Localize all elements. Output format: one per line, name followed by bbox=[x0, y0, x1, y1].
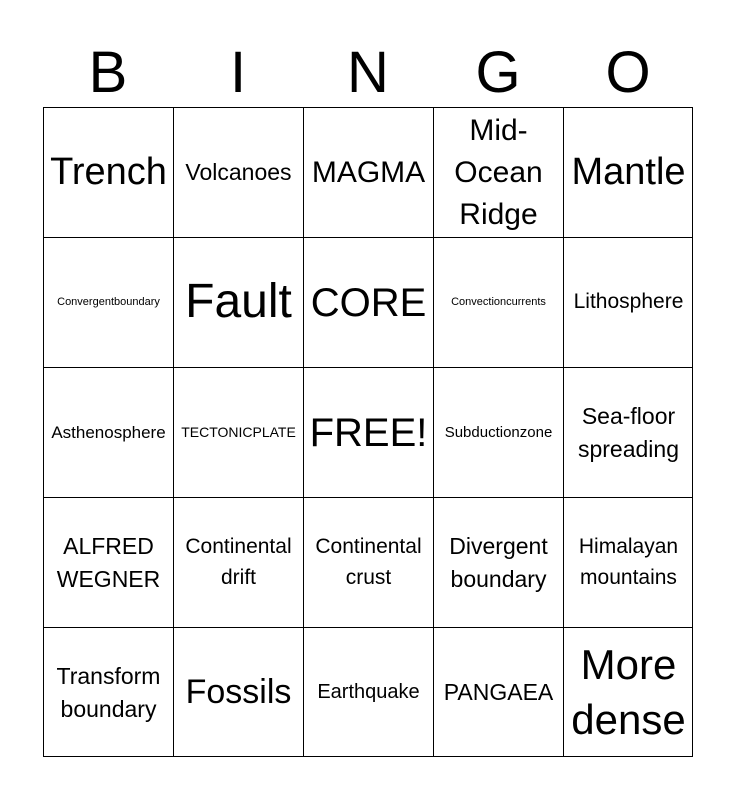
cell-label: CORE bbox=[310, 280, 427, 325]
bingo-cell[interactable] bbox=[303, 627, 433, 757]
bingo-cell[interactable] bbox=[303, 107, 433, 237]
bingo-board bbox=[43, 107, 693, 757]
cell-label: FREE! bbox=[309, 410, 428, 455]
bingo-cell[interactable] bbox=[173, 627, 303, 757]
bingo-cell[interactable] bbox=[43, 497, 173, 627]
bingo-cell[interactable] bbox=[43, 107, 173, 237]
header-letter-n: N bbox=[347, 40, 389, 105]
cell-label: Trench bbox=[50, 150, 167, 193]
bingo-cell[interactable] bbox=[43, 627, 173, 757]
bingo-cell[interactable] bbox=[173, 107, 303, 237]
cell-label: ALFRED WEGNER bbox=[56, 533, 161, 592]
cell-label: Subductionzone bbox=[444, 423, 553, 441]
cell-label: Asthenosphere bbox=[51, 422, 166, 442]
cell-label: Earthquake bbox=[317, 681, 420, 703]
cell-label: Continental crust bbox=[315, 535, 422, 589]
cell-label: Convergentboundary bbox=[57, 296, 160, 309]
cell-label: More dense bbox=[571, 640, 686, 743]
cell-label: Volcanoes bbox=[185, 159, 292, 186]
cell-label: Continental drift bbox=[185, 535, 292, 589]
cell-label: Convectioncurrents bbox=[451, 296, 546, 309]
cell-label: PANGAEA bbox=[443, 679, 554, 706]
cell-label: Fault bbox=[185, 275, 292, 329]
bingo-cell[interactable] bbox=[563, 367, 693, 497]
header-letter-o: O bbox=[605, 40, 651, 105]
cell-label: Himalayan mountains bbox=[578, 535, 679, 589]
bingo-cell[interactable] bbox=[43, 237, 173, 367]
bingo-cell[interactable] bbox=[303, 237, 433, 367]
bingo-cell[interactable] bbox=[303, 367, 433, 497]
bingo-cell[interactable] bbox=[563, 497, 693, 627]
bingo-cell[interactable] bbox=[433, 107, 563, 237]
bingo-cell[interactable] bbox=[433, 367, 563, 497]
bingo-cell[interactable] bbox=[563, 627, 693, 757]
bingo-cell[interactable] bbox=[173, 237, 303, 367]
bingo-cell[interactable] bbox=[173, 497, 303, 627]
bingo-cell[interactable] bbox=[563, 107, 693, 237]
cell-label: Transform boundary bbox=[56, 663, 161, 722]
bingo-cell[interactable] bbox=[173, 367, 303, 497]
bingo-cell[interactable] bbox=[563, 237, 693, 367]
cell-label: Divergent boundary bbox=[449, 533, 548, 592]
bingo-cell[interactable] bbox=[433, 237, 563, 367]
bingo-cell[interactable] bbox=[43, 367, 173, 497]
cell-label: Sea-floor spreading bbox=[577, 403, 680, 462]
bingo-cell[interactable] bbox=[303, 497, 433, 627]
cell-label: Fossils bbox=[185, 672, 292, 711]
bingo-cell[interactable] bbox=[433, 627, 563, 757]
header-letter-i: I bbox=[229, 40, 247, 105]
cell-label: MAGMA bbox=[311, 155, 426, 189]
cell-label: TECTONICPLATE bbox=[181, 424, 296, 441]
header-letter-g: G bbox=[475, 40, 521, 105]
header-letter-b: B bbox=[88, 40, 128, 105]
bingo-cell[interactable] bbox=[433, 497, 563, 627]
bingo-header bbox=[43, 40, 693, 106]
cell-label: Mantle bbox=[571, 150, 686, 193]
cell-label: Mid-Ocean Ridge bbox=[454, 113, 543, 231]
cell-label: Lithosphere bbox=[573, 290, 684, 314]
